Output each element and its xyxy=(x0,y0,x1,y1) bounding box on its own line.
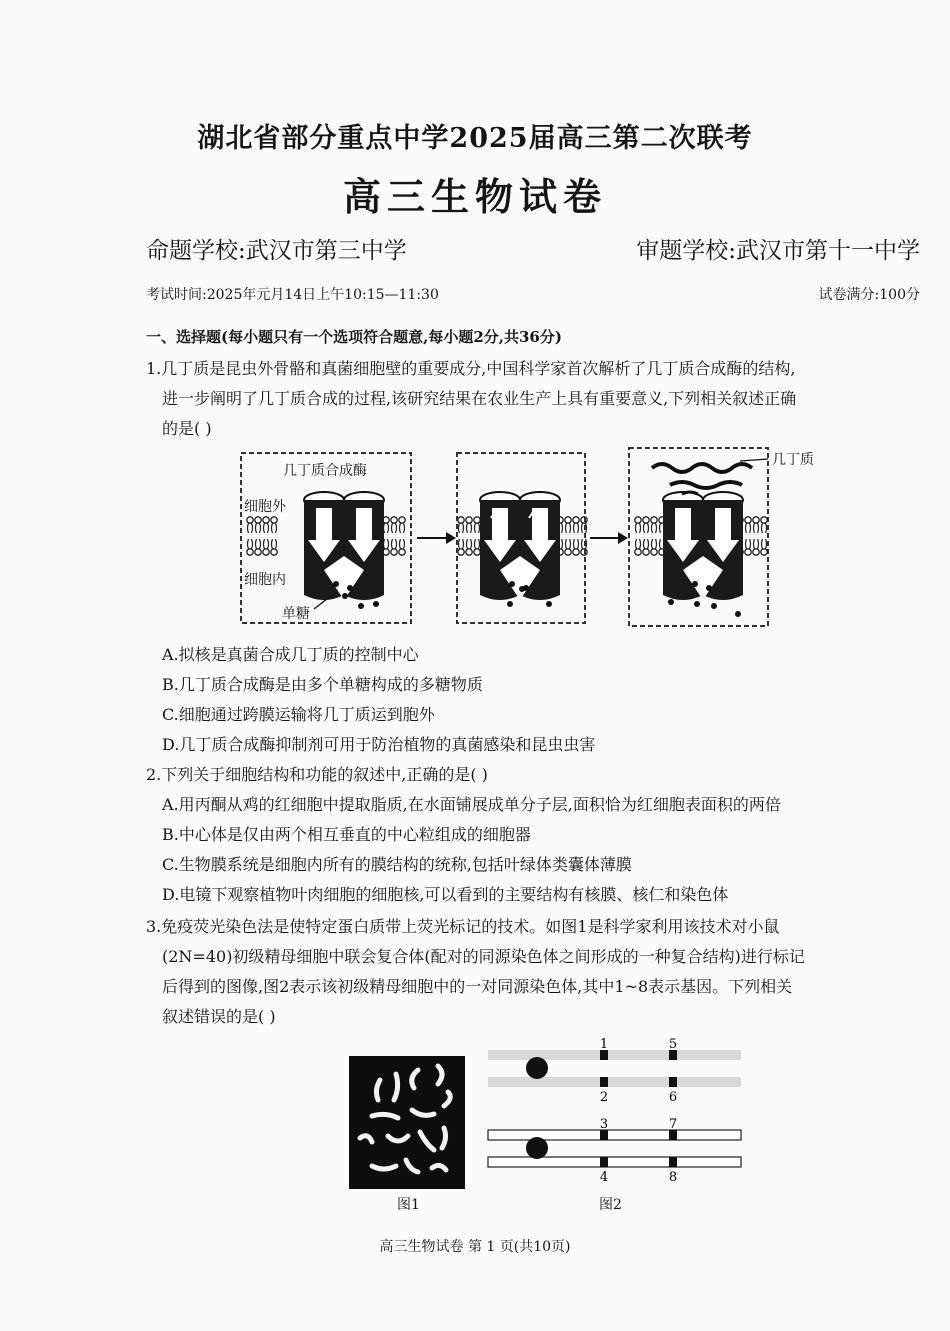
chromatid-4 xyxy=(488,1157,741,1167)
q3-stem-line: (2N=40)初级精母细胞中联会复合体(配对的同源染色体之间形成的一种复合结构)进行标记 xyxy=(162,947,805,966)
chitin-label: 几丁质 xyxy=(772,452,814,468)
q1-option: A.拟核是真菌合成几丁质的控制中心 xyxy=(162,645,419,664)
chromatid-1 xyxy=(488,1050,741,1060)
gene-label: 2 xyxy=(599,1090,609,1105)
setter-school: 命题学校:武汉市第三中学 xyxy=(146,238,407,264)
gene-label: 5 xyxy=(668,1037,678,1052)
fig2-caption: 图2 xyxy=(599,1197,622,1213)
gene-band xyxy=(669,1077,677,1087)
q1-option: C.细胞通过跨膜运输将几丁质运到胞外 xyxy=(162,705,435,724)
gene-band xyxy=(669,1157,677,1167)
enzyme-label: 几丁质合成酶 xyxy=(283,463,367,479)
gene-label: 4 xyxy=(599,1170,609,1185)
q3-stem-line: 3.免疫荧光染色法是使特定蛋白质带上荧光标记的技术。如图1是科学家利用该技术对小鼠 xyxy=(146,917,780,936)
q3-stem-line: 叙述错误的是( ) xyxy=(162,1007,276,1026)
centromere xyxy=(526,1137,548,1159)
q2-option: D.电镜下观察植物叶肉细胞的细胞核,可以看到的主要结构有核膜、核仁和染色体 xyxy=(162,885,729,904)
inside-label: 细胞内 xyxy=(244,572,286,588)
full-score: 试卷满分:100分 xyxy=(818,287,920,303)
q2-option: C.生物膜系统是细胞内所有的膜结构的统称,包括叶绿体类囊体薄膜 xyxy=(162,855,632,874)
gene-label: 7 xyxy=(668,1117,678,1132)
exam-time: 考试时间:2025年元月14日上午10:15—11:30 xyxy=(146,287,439,303)
gene-label: 6 xyxy=(668,1090,678,1105)
chromatid-2 xyxy=(488,1077,741,1087)
q1-stem-line: 进一步阐明了几丁质合成的过程,该研究结果在农业生产上具有重要意义,下列相关叙述正确 xyxy=(162,389,797,408)
q2-option: B.中心体是仅由两个相互垂直的中心粒组成的细胞器 xyxy=(162,825,531,844)
q2-option: A.用丙酮从鸡的红细胞中提取脂质,在水面铺展成单分子层,面积恰为红细胞表面积的两倍 xyxy=(162,795,781,814)
gene-label: 1 xyxy=(599,1037,609,1052)
fig1-caption: 图1 xyxy=(397,1197,420,1213)
gene-label: 8 xyxy=(668,1170,678,1185)
q1-stem-line: 1.几丁质是昆虫外骨骼和真菌细胞壁的重要成分,中国科学家首次解析了几丁质合成酶的结构, xyxy=(146,359,796,378)
q3-stem-line: 后得到的图像,图2表示该初级精母细胞中的一对同源染色体,其中1~8表示基因。下列相关 xyxy=(162,977,793,996)
paper-subtitle: 高三生物试卷 xyxy=(342,174,607,219)
exam-title: 湖北省部分重点中学2025届高三第二次联考 xyxy=(197,123,753,154)
section-heading: 一、选择题(每小题只有一个选项符合题意,每小题2分,共36分) xyxy=(146,328,562,346)
gene-band xyxy=(600,1157,608,1167)
gene-band xyxy=(600,1077,608,1087)
q1-option: D.几丁质合成酶抑制剂可用于防治植物的真菌感染和昆虫虫害 xyxy=(162,735,596,754)
outside-label: 细胞外 xyxy=(244,499,286,515)
centromere xyxy=(526,1057,548,1079)
chromatid-3 xyxy=(488,1130,741,1140)
q1-stem-line: 的是( ) xyxy=(162,419,212,438)
reviewer-school: 审题学校:武汉市第十一中学 xyxy=(636,238,920,264)
monosaccharide-label: 单糖 xyxy=(282,606,310,622)
page-footer: 高三生物试卷 第 1 页(共10页) xyxy=(379,1239,571,1255)
q2-stem: 2.下列关于细胞结构和功能的叙述中,正确的是( ) xyxy=(146,765,488,784)
gene-label: 3 xyxy=(599,1117,609,1132)
q1-option: B.几丁质合成酶是由多个单糖构成的多糖物质 xyxy=(162,675,483,694)
